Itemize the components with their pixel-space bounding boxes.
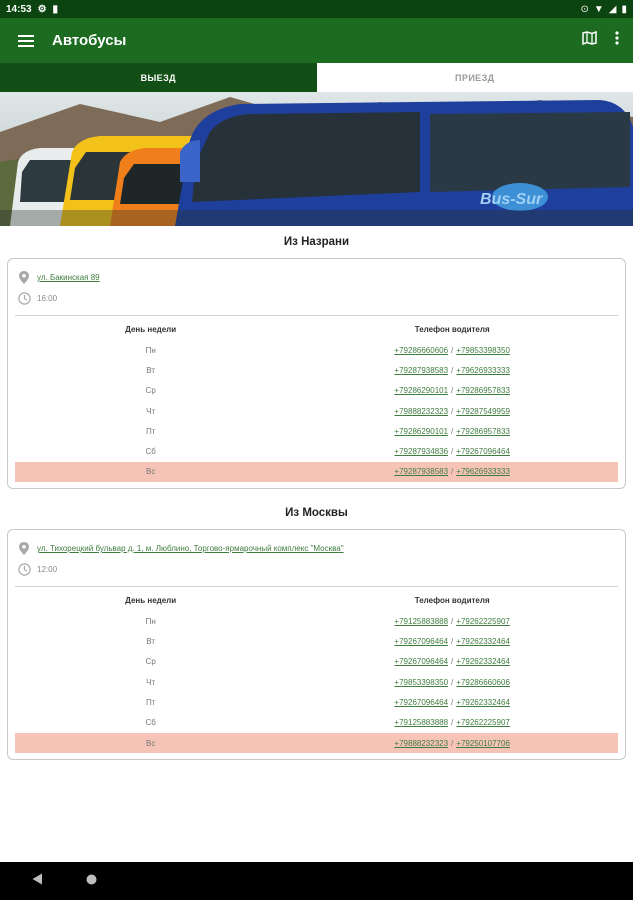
battery-status-icon: ▮ <box>621 3 627 15</box>
phone-link[interactable]: +79626933333 <box>456 365 510 375</box>
phone-link[interactable]: +79888232323 <box>394 738 449 748</box>
phone-link[interactable]: +79262332464 <box>456 657 510 667</box>
schedule-card <box>7 258 626 489</box>
phone-link[interactable]: +79267096464 <box>394 697 449 707</box>
phone-link[interactable]: +79286660606 <box>456 677 510 687</box>
svg-text:Bus-Sur: Bus-Sur <box>480 191 543 208</box>
table-row <box>15 611 618 631</box>
day-cell: Вт <box>146 365 156 375</box>
day-cell: Чт <box>146 406 156 416</box>
app-title: Автобусы <box>52 32 127 49</box>
phones-cell: +79286290101 / +79286957833 <box>394 426 510 436</box>
phone-link[interactable]: +79262225907 <box>456 616 510 626</box>
phones-cell: +79287934836 / +79267096464 <box>394 447 510 457</box>
phones-cell: +79853398350 / +79286660606 <box>394 677 510 687</box>
table-row-today <box>15 462 618 482</box>
section-title: Из Назрани <box>283 236 350 248</box>
table-row <box>15 652 618 672</box>
app-bar <box>0 18 633 63</box>
clock-icon <box>17 563 31 577</box>
column-header-phone: Телефон водителя <box>414 595 490 605</box>
table-row <box>15 713 618 733</box>
settings-status-icon: ⚙ <box>37 3 47 15</box>
table-row <box>15 401 618 421</box>
address-row <box>15 267 618 288</box>
phones-cell: +79267096464 / +79262332464 <box>394 697 510 707</box>
phone-link[interactable]: +79267096464 <box>394 657 449 667</box>
table-row <box>15 672 618 692</box>
day-cell: Чт <box>146 677 156 687</box>
table-row <box>15 421 618 441</box>
day-cell: Вс <box>15 733 286 753</box>
hamburger-icon[interactable] <box>0 35 52 47</box>
day-cell: Пт <box>145 697 156 707</box>
divider <box>15 586 618 587</box>
phones-cell: +79888232323 / +79250107706 <box>286 733 618 753</box>
schedule-table <box>15 318 618 482</box>
day-cell: Сб <box>145 447 156 457</box>
day-cell: Пн <box>145 616 156 626</box>
departure-time: 12:00 <box>37 565 58 575</box>
day-cell: Ср <box>145 657 156 667</box>
departure-time: 16:00 <box>37 294 58 303</box>
address-row <box>15 538 618 559</box>
schedule-card <box>7 529 626 760</box>
divider <box>15 315 618 316</box>
time-row <box>15 288 618 309</box>
day-cell: Пн <box>145 345 156 355</box>
schedule-table <box>15 589 618 753</box>
tab-arrival[interactable]: ПРИЕЗД <box>317 63 633 92</box>
home-icon[interactable] <box>86 872 97 890</box>
back-icon[interactable] <box>32 872 43 890</box>
phones-cell: +79125883888 / +79262225907 <box>394 616 510 626</box>
schedule-content <box>0 226 633 760</box>
location-pin-icon <box>17 542 31 556</box>
phone-link[interactable]: +79287934836 <box>394 447 449 457</box>
address-link[interactable]: ул. Тихорецкий бульвар д. 1, м. Люблино, Торгово-ярмарочный комплекс "Москва" <box>37 544 344 554</box>
section-title: Из Москвы <box>285 507 348 520</box>
phone-link[interactable]: +79286957833 <box>456 426 510 436</box>
column-header-phone: Телефон водителя <box>414 324 490 334</box>
phone-link[interactable]: +79262225907 <box>456 718 510 728</box>
phone-link[interactable]: +79250107706 <box>456 738 510 748</box>
phone-link[interactable]: +79888232323 <box>394 406 449 416</box>
clock-icon <box>17 292 31 306</box>
table-row <box>15 631 618 651</box>
phones-cell: +79286290101 / +79286957833 <box>394 386 510 396</box>
phones-cell: +79287938583 / +79626933333 <box>394 365 510 375</box>
location-status-icon: ⊙ <box>580 3 589 15</box>
phones-cell: +79267096464 / +79262332464 <box>394 637 510 647</box>
phone-link[interactable]: +79267096464 <box>456 447 510 457</box>
day-cell: Вс <box>15 462 286 482</box>
phone-link[interactable]: +79287549959 <box>456 406 510 416</box>
signal-status-icon: ◢ <box>608 3 617 15</box>
tab-departure[interactable]: ВЫЕЗД <box>0 63 317 92</box>
time-row <box>15 559 618 580</box>
phones-cell: +79125883888 / +79262225907 <box>394 718 510 728</box>
day-cell: Пт <box>145 426 156 436</box>
table-row <box>15 360 618 380</box>
phone-link[interactable]: +79286957833 <box>456 386 510 396</box>
phone-link[interactable]: +79853398350 <box>394 677 449 687</box>
phone-link[interactable]: +79626933333 <box>456 467 510 477</box>
status-time: 14:53 <box>6 3 32 15</box>
table-row <box>15 692 618 712</box>
more-vert-icon[interactable] <box>615 31 619 50</box>
column-header-day: День недели <box>125 595 177 605</box>
phone-link[interactable]: +79262332464 <box>456 637 510 647</box>
status-bar <box>0 0 633 18</box>
table-row <box>15 381 618 401</box>
wifi-status-icon: ▼ <box>593 3 604 15</box>
day-cell: Ср <box>145 386 156 396</box>
address-link[interactable]: ул. Бакинская 89 <box>37 273 100 282</box>
phones-cell: +79888232323 / +79287549959 <box>394 406 510 416</box>
location-pin-icon <box>17 271 31 285</box>
phone-link[interactable]: +79853398350 <box>456 345 510 355</box>
phones-cell: +79286660606 / +79853398350 <box>394 345 510 355</box>
phones-cell: +79287938583 / +79626933333 <box>286 462 618 482</box>
phone-link[interactable]: +79287938583 <box>394 365 449 375</box>
phone-link[interactable]: +79262332464 <box>456 697 510 707</box>
phone-link[interactable]: +79125883888 <box>394 718 449 728</box>
tab-bar <box>0 63 633 92</box>
map-icon[interactable] <box>582 31 597 50</box>
phone-link[interactable]: +79286290101 <box>394 386 449 396</box>
system-nav-bar <box>0 862 633 900</box>
sim-status-icon: ▮ <box>52 3 59 15</box>
table-row <box>15 441 618 461</box>
bus-banner-image <box>0 92 633 226</box>
table-row <box>15 340 618 360</box>
phone-link[interactable]: +79125883888 <box>394 616 449 626</box>
day-cell: Сб <box>145 718 156 728</box>
phone-link[interactable]: +79286660606 <box>394 345 449 355</box>
phones-cell: +79267096464 / +79262332464 <box>394 657 510 667</box>
phone-link[interactable]: +79286290101 <box>394 426 449 436</box>
table-row-today <box>15 733 618 753</box>
column-header-day: День недели <box>125 324 177 334</box>
phone-link[interactable]: +79287938583 <box>394 467 449 477</box>
phone-link[interactable]: +79267096464 <box>394 637 449 647</box>
day-cell: Вт <box>146 637 156 647</box>
